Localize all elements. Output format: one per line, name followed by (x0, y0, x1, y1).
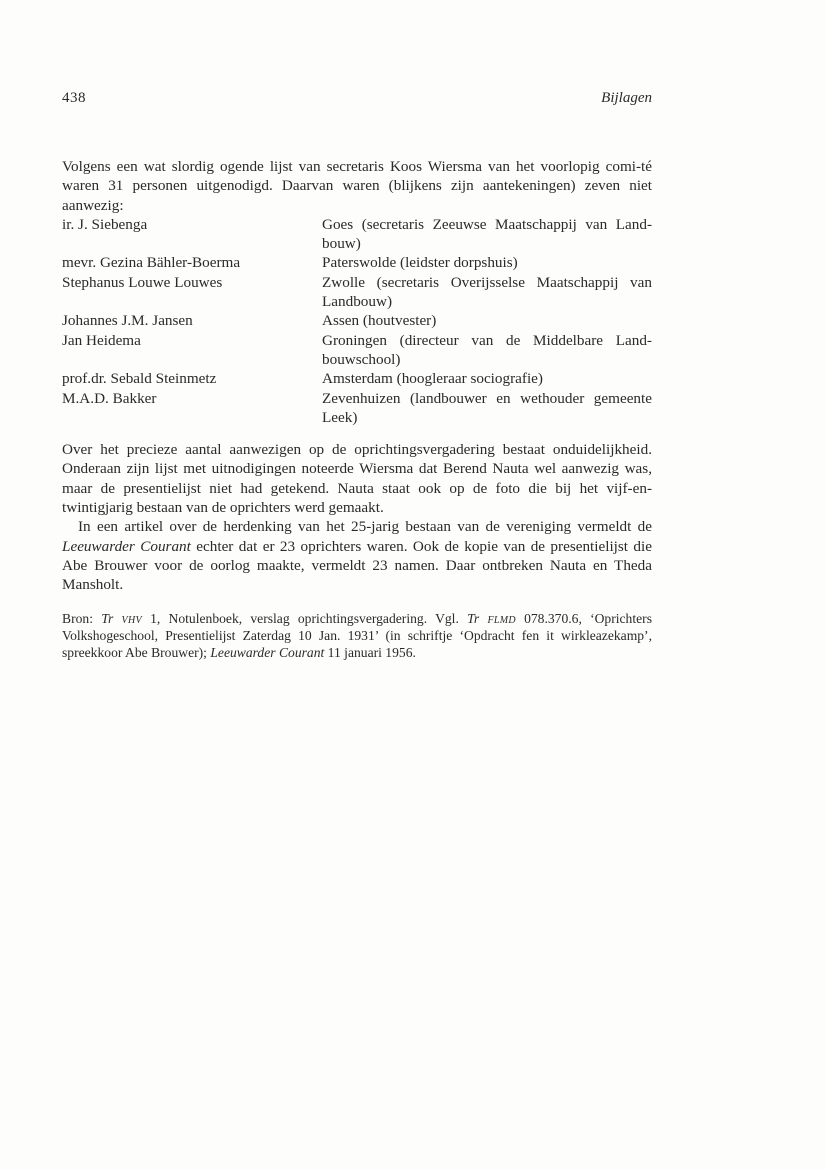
absent-place: Assen (houtvester) (322, 312, 437, 330)
list-item (62, 253, 652, 272)
page-header (62, 90, 652, 112)
source-text-2: 078.370.6, ‘Oprichters Volkshogeschool, Presentielijst Zaterdag 10 Jan. 1931’ (in schriftje ‘Opdracht fen it wirkleazekamp’, spreekkoor Abe Brouwer); (62, 610, 652, 661)
absent-name: Jan Heidema (62, 331, 141, 349)
source-text-1: 1, Notulenboek, verslag oprichtingsvergadering. Vgl. (141, 610, 468, 626)
absent-place: Paterswolde (leidster dorpshuis) (322, 254, 518, 272)
absent-name: prof.dr. Sebald Steinmetz (62, 370, 217, 388)
list-item (62, 389, 652, 428)
newspaper-text-2: echter dat er 23 oprichters waren. Ook de kopie van de presentielijst die Abe Brouwer voor de oorlog maakte, vermeldt 23 namen. Daar ontbreken Nauta en Theda Mansholt. (62, 537, 652, 594)
section-title: Bijlagen (601, 90, 652, 106)
list-item (62, 331, 652, 370)
list-item (62, 369, 652, 388)
absent-place: Goes (secretaris Zeeuwse Maatschappij van Land-bouw) (322, 215, 652, 253)
newspaper-text-1: In een artikel over de herdenking van het 25-jarig bestaan van de vereniging vermeldt de (78, 518, 652, 536)
absent-place: Zevenhuizen (landbouwer en wethouder gemeente Leek) (322, 389, 652, 426)
page-body (62, 157, 652, 662)
absent-place: Amsterdam (hoogleraar sociografie) (322, 370, 543, 388)
absent-place: Groningen (directeur van de Middelbare Land-bouwschool) (322, 331, 652, 368)
absent-name: Stephanus Louwe Louwes (62, 273, 223, 291)
source-archive-2: flmd (487, 610, 516, 626)
absent-name: M.A.D. Bakker (62, 389, 157, 407)
source-label: Bron: (62, 610, 93, 626)
attendance-paragraph: Over het precieze aantal aanwezigen op de oprichtingsvergadering bestaat onduidelijkheid. Onderaan zijn lijst met uitnodigingen noteerde Wiersma dat Berend Nauta wel aanwezig was, maar de presentielijst niet had getekend. Nauta staat ook op de foto die bij het vijf-en-twintigjarig bestaan van de oprichters werd gemaakt. (62, 441, 652, 517)
list-item (62, 311, 652, 330)
spacer (62, 427, 652, 440)
source-tr-1: Tr (101, 610, 114, 626)
source-newspaper: Leeuwarder Courant (210, 645, 325, 661)
source-archive-1: vhv (121, 610, 142, 626)
absent-name: ir. J. Siebenga (62, 215, 148, 233)
absent-place: Zwolle (secretaris Overijsselse Maatschappij van Landbouw) (322, 273, 652, 311)
list-item (62, 215, 652, 254)
page-number: 438 (62, 90, 86, 106)
source-tr-2: Tr (467, 610, 480, 626)
absent-name: mevr. Gezina Bähler-Boerma (62, 254, 241, 272)
newspaper-title: Leeuwarder Courant (62, 537, 191, 555)
spacer (62, 595, 652, 610)
absent-list (62, 215, 652, 427)
absent-name: Johannes J.M. Jansen (62, 312, 193, 330)
source-text-3: 11 januari 1956. (324, 645, 416, 661)
list-item (62, 273, 652, 312)
source-note (62, 610, 652, 662)
intro-paragraph: Volgens een wat slordig ogende lijst van secretaris Koos Wiersma van het voorlopig comi-té waren 31 personen uitgenodigd. Daarvan waren (blijkens zijn aantekeningen) zeven niet aanwezig: (62, 158, 652, 214)
newspaper-paragraph (62, 517, 652, 594)
